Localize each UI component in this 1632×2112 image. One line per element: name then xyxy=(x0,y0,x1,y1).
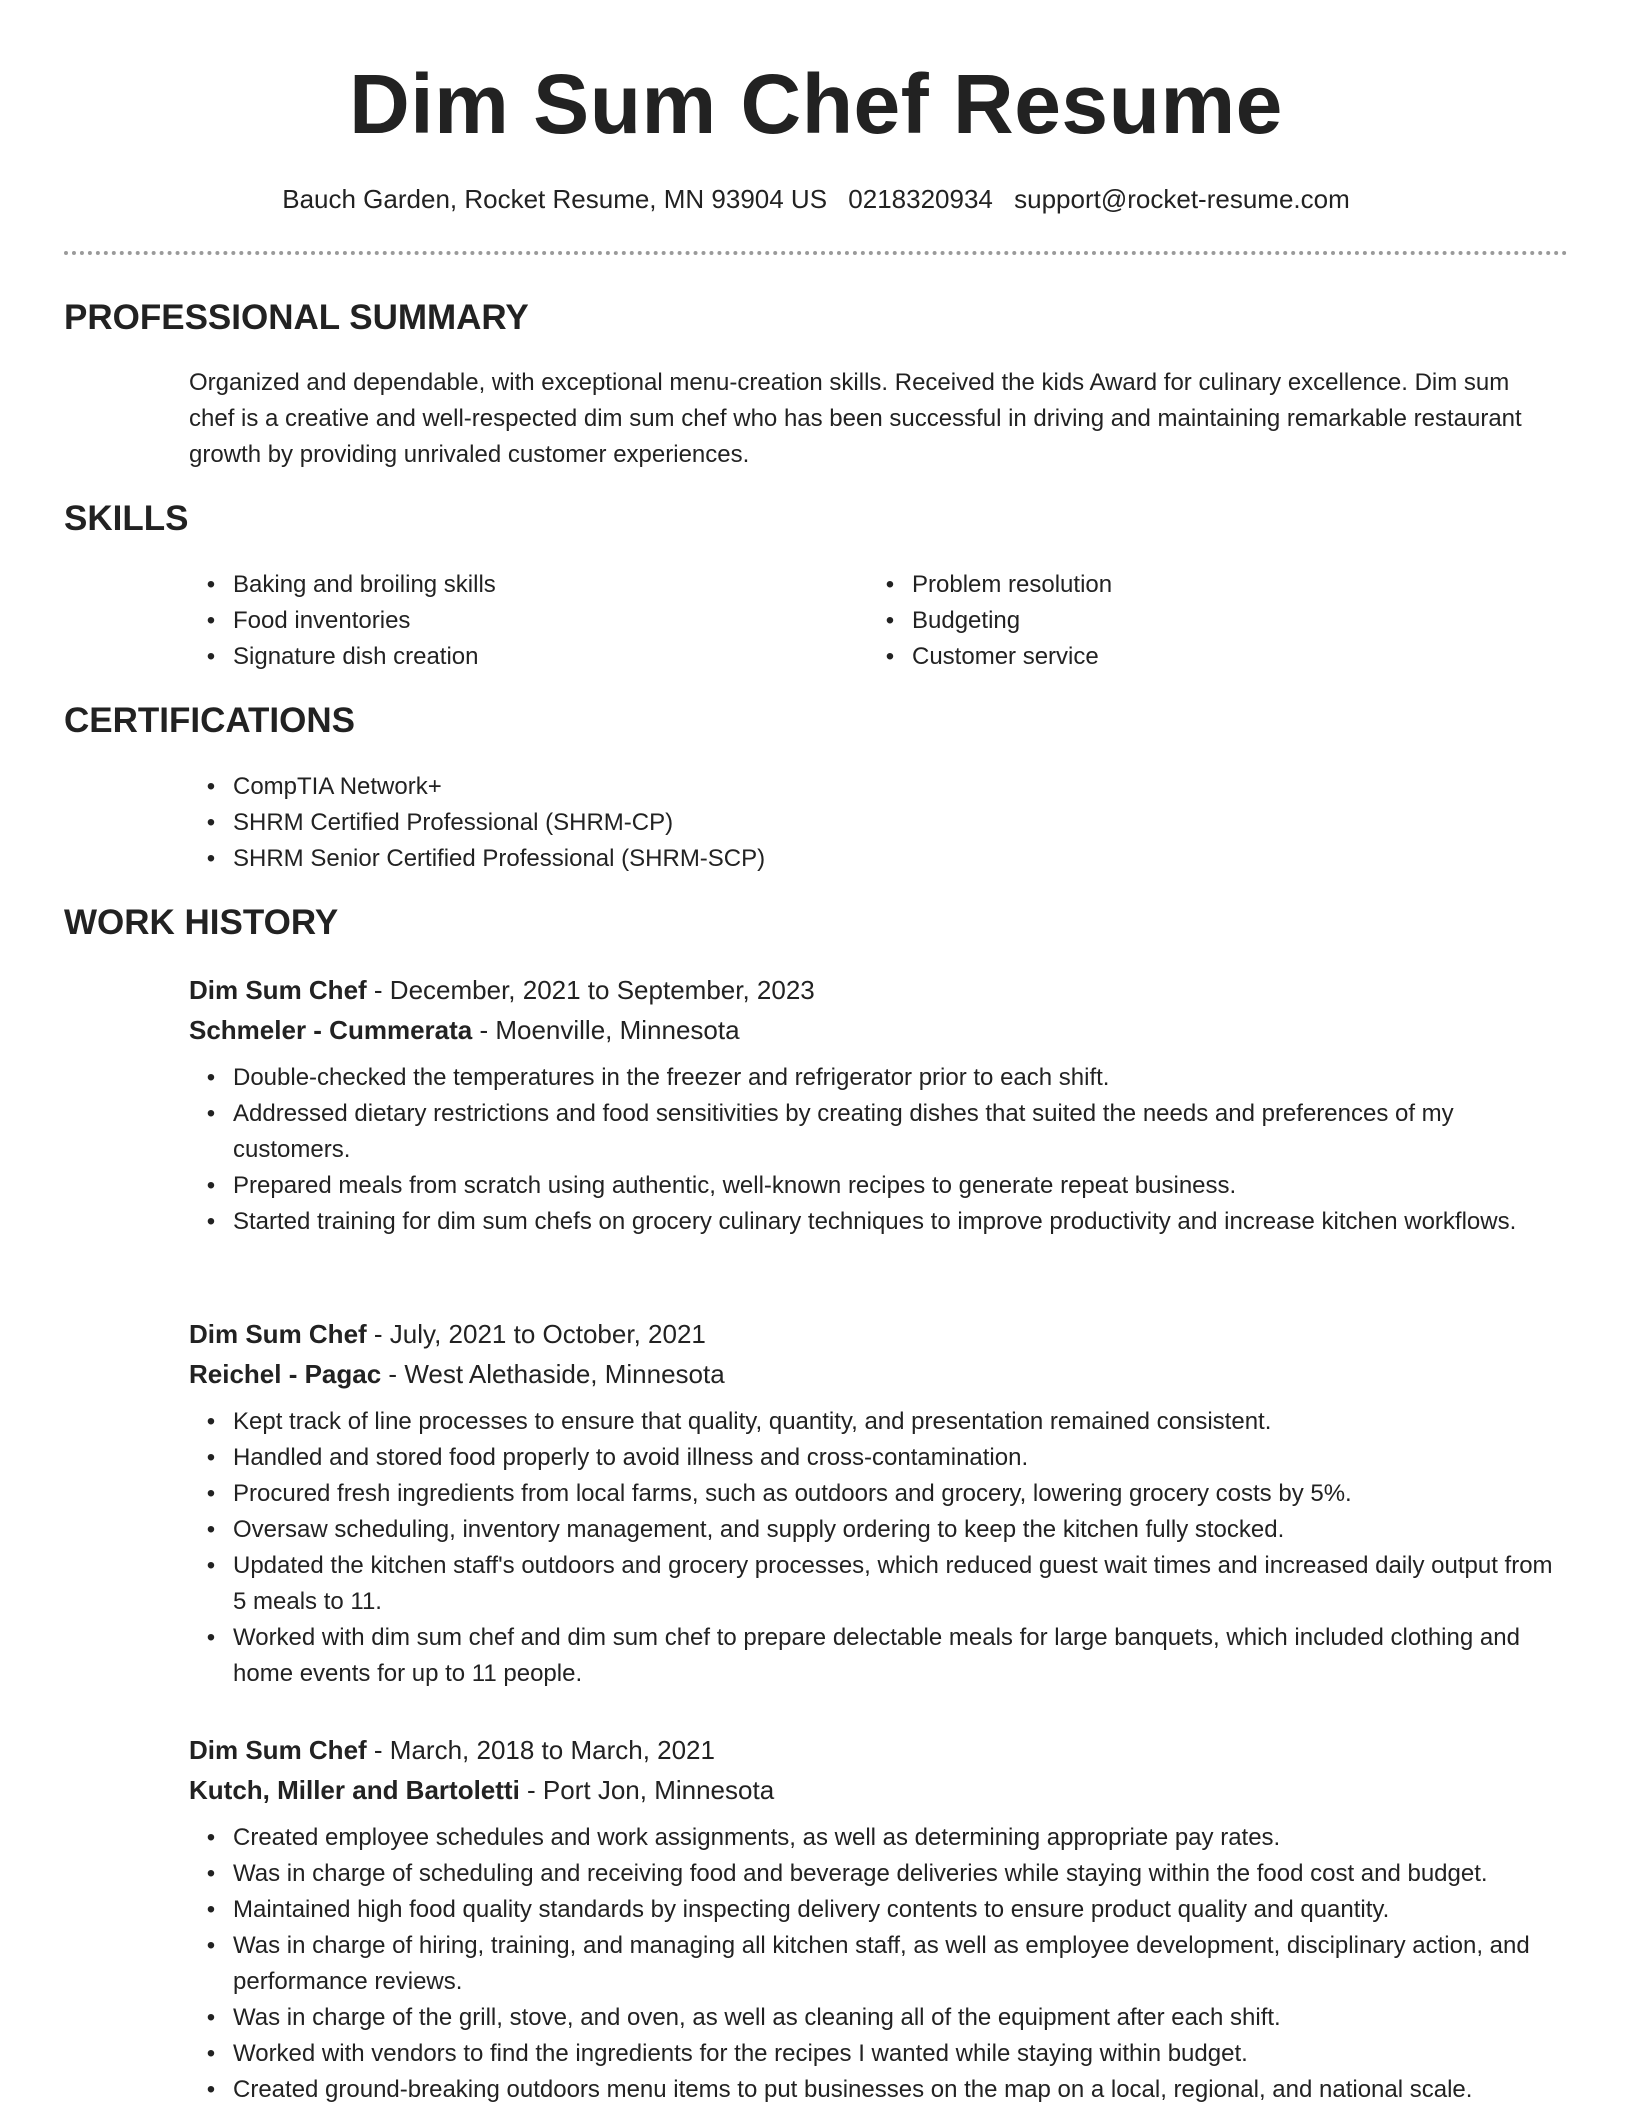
bullet-icon: • xyxy=(206,571,216,598)
bullet-icon: • xyxy=(206,1172,216,1199)
certification-item-text: SHRM Senior Certified Professional (SHRM-SCP) xyxy=(233,845,766,872)
job-entry xyxy=(189,970,1569,1240)
bullet-icon: • xyxy=(206,773,216,800)
bullet-icon: • xyxy=(206,1064,216,1091)
certifications-block xyxy=(189,769,1189,877)
job-duty-item-text: Was in charge of scheduling and receiving food and beverage deliveries while staying within the food cost and budget. xyxy=(233,1860,1488,1887)
bullet-icon: • xyxy=(206,1444,216,1471)
job-company: Schmeler - Cummerata xyxy=(189,1015,473,1045)
job-duty-item-text: Oversaw scheduling, inventory management, and supply ordering to keep the kitchen fully stocked. xyxy=(233,1516,1285,1543)
separator: - xyxy=(366,1735,390,1765)
job-dates: July, 2021 to October, 2021 xyxy=(389,1319,706,1349)
job-duty-item xyxy=(189,1168,1569,1204)
job-entry xyxy=(189,1730,1569,2108)
job-title: Dim Sum Chef xyxy=(189,975,367,1005)
job-duty-item-text: Double-checked the temperatures in the freezer and refrigerator prior to each shift. xyxy=(233,1064,1110,1091)
skill-item-text: Customer service xyxy=(912,643,1099,670)
job-duty-item xyxy=(189,1204,1569,1240)
job-dates: March, 2018 to March, 2021 xyxy=(389,1735,715,1765)
job-company: Reichel - Pagac xyxy=(189,1359,382,1389)
bullet-icon: • xyxy=(206,1480,216,1507)
job-duty-item xyxy=(189,1060,1569,1096)
bullet-icon: • xyxy=(206,1552,216,1579)
bullet-icon: • xyxy=(206,1208,216,1235)
header-divider xyxy=(64,251,1568,255)
bullet-icon: • xyxy=(206,845,216,872)
certifications-list xyxy=(189,769,1189,877)
separator: - xyxy=(472,1015,496,1045)
skill-item-text: Baking and broiling skills xyxy=(233,571,496,598)
skills-left-column xyxy=(189,567,829,675)
bullet-icon: • xyxy=(206,607,216,634)
skill-item xyxy=(868,639,1508,675)
contact-phone: 0218320934 xyxy=(848,184,993,214)
job-duty-item xyxy=(189,1892,1569,1928)
job-duties-list xyxy=(189,1060,1569,1240)
job-duty-item-text: Addressed dietary restrictions and food sensitivities by creating dishes that suited the needs and preferences of my customers. xyxy=(233,1100,1454,1163)
skill-item xyxy=(868,567,1508,603)
separator: - xyxy=(381,1359,405,1389)
skills-left-list xyxy=(189,567,829,675)
job-duty-item-text: Created employee schedules and work assignments, as well as determining appropriate pay rates. xyxy=(233,1824,1281,1851)
certification-item-text: CompTIA Network+ xyxy=(233,773,442,800)
separator: - xyxy=(366,975,390,1005)
bullet-icon: • xyxy=(206,2076,216,2103)
job-duty-item-text: Started training for dim sum chefs on grocery culinary techniques to improve productivity and increase kitchen workflows. xyxy=(233,1208,1517,1235)
job-company-line xyxy=(189,1010,1569,1050)
contact-address: Bauch Garden, Rocket Resume, MN 93904 US xyxy=(282,184,828,214)
job-duty-item xyxy=(189,2036,1569,2072)
separator: - xyxy=(519,1775,543,1805)
bullet-icon: • xyxy=(206,1932,216,1959)
skill-item-text: Food inventories xyxy=(233,607,411,634)
skill-item xyxy=(189,639,829,675)
job-duty-item xyxy=(189,1476,1569,1512)
bullet-icon: • xyxy=(206,1624,216,1651)
job-duties-list xyxy=(189,1404,1569,1692)
job-company: Kutch, Miller and Bartoletti xyxy=(189,1775,520,1805)
job-title: Dim Sum Chef xyxy=(189,1319,367,1349)
job-duties-list xyxy=(189,1820,1569,2108)
job-title-line xyxy=(189,1314,1569,1354)
bullet-icon: • xyxy=(206,1516,216,1543)
job-company-line xyxy=(189,1770,1569,1810)
job-location: Moenville, Minnesota xyxy=(495,1015,740,1045)
job-location: West Alethaside, Minnesota xyxy=(404,1359,725,1389)
job-duty-item-text: Updated the kitchen staff's outdoors and grocery processes, which reduced guest wait times and increased daily output from 5 meals to 11. xyxy=(233,1552,1553,1615)
contact-line xyxy=(0,182,1632,216)
summary-heading: PROFESSIONAL SUMMARY xyxy=(64,298,529,337)
certification-item xyxy=(189,805,1189,841)
bullet-icon: • xyxy=(206,2004,216,2031)
job-duty-item xyxy=(189,1440,1569,1476)
job-duty-item xyxy=(189,1096,1569,1168)
job-title-line xyxy=(189,1730,1569,1770)
job-entry xyxy=(189,1314,1569,1692)
resume-title: Dim Sum Chef Resume xyxy=(349,57,1283,151)
bullet-icon: • xyxy=(206,643,216,670)
skill-item xyxy=(189,603,829,639)
job-location: Port Jon, Minnesota xyxy=(542,1775,775,1805)
bullet-icon: • xyxy=(885,643,895,670)
job-duty-item xyxy=(189,1928,1569,2000)
bullet-icon: • xyxy=(885,571,895,598)
job-duty-item xyxy=(189,1512,1569,1548)
job-duty-item xyxy=(189,2000,1569,2036)
job-duty-item-text: Prepared meals from scratch using authentic, well-known recipes to generate repeat business. xyxy=(233,1172,1237,1199)
job-duty-item xyxy=(189,1856,1569,1892)
job-duty-item xyxy=(189,1620,1569,1692)
bullet-icon: • xyxy=(206,1100,216,1127)
certifications-heading: CERTIFICATIONS xyxy=(64,701,356,740)
job-dates: December, 2021 to September, 2023 xyxy=(389,975,815,1005)
skills-heading: SKILLS xyxy=(64,499,189,538)
bullet-icon: • xyxy=(206,2040,216,2067)
job-duty-item xyxy=(189,1820,1569,1856)
bullet-icon: • xyxy=(206,1408,216,1435)
skill-item-text: Problem resolution xyxy=(912,571,1113,598)
job-title: Dim Sum Chef xyxy=(189,1735,367,1765)
skill-item-text: Budgeting xyxy=(912,607,1021,634)
skill-item xyxy=(189,567,829,603)
job-duty-item xyxy=(189,1548,1569,1620)
bullet-icon: • xyxy=(206,1860,216,1887)
job-title-line xyxy=(189,970,1569,1010)
job-duty-item-text: Maintained high food quality standards by inspecting delivery contents to ensure product quality and quantity. xyxy=(233,1896,1390,1923)
job-duty-item-text: Was in charge of the grill, stove, and oven, as well as cleaning all of the equipment after each shift. xyxy=(233,2004,1281,2031)
summary-text: Organized and dependable, with exceptional menu-creation skills. Received the kids Award for culinary excellence. Dim sum chef is a creative and well-respected dim sum chef who has been successful in driving and maintaining remarkable restaurant growth by providing unrivaled customer experiences. xyxy=(189,369,1522,468)
skill-item-text: Signature dish creation xyxy=(233,643,479,670)
job-duty-item-text: Procured fresh ingredients from local farms, such as outdoors and grocery, lowering grocery costs by 5%. xyxy=(233,1480,1352,1507)
job-duty-item xyxy=(189,2072,1569,2108)
job-company-line xyxy=(189,1354,1569,1394)
bullet-icon: • xyxy=(206,1824,216,1851)
bullet-icon: • xyxy=(206,1896,216,1923)
certification-item xyxy=(189,841,1189,877)
job-duty-item-text: Kept track of line processes to ensure that quality, quantity, and presentation remained consistent. xyxy=(233,1408,1272,1435)
bullet-icon: • xyxy=(885,607,895,634)
separator: - xyxy=(366,1319,390,1349)
job-duty-item-text: Created ground-breaking outdoors menu items to put businesses on the map on a local, regional, and national scale. xyxy=(233,2076,1473,2103)
contact-email: support@rocket-resume.com xyxy=(1014,184,1350,214)
certification-item xyxy=(189,769,1189,805)
job-duty-item-text: Was in charge of hiring, training, and managing all kitchen staff, as well as employee development, disciplinary action, and performance reviews. xyxy=(233,1932,1530,1995)
skill-item xyxy=(868,603,1508,639)
job-duty-item-text: Worked with vendors to find the ingredients for the recipes I wanted while staying within budget. xyxy=(233,2040,1248,2067)
skills-right-list xyxy=(868,567,1508,675)
bullet-icon: • xyxy=(206,809,216,836)
certification-item-text: SHRM Certified Professional (SHRM-CP) xyxy=(233,809,674,836)
work-history-heading: WORK HISTORY xyxy=(64,903,339,942)
skills-right-column xyxy=(868,567,1508,675)
job-duty-item-text: Handled and stored food properly to avoid illness and cross-contamination. xyxy=(233,1444,1029,1471)
job-duty-item xyxy=(189,1404,1569,1440)
job-duty-item-text: Worked with dim sum chef and dim sum chef to prepare delectable meals for large banquets, which included clothing and home events for up to 11 people. xyxy=(233,1624,1520,1687)
